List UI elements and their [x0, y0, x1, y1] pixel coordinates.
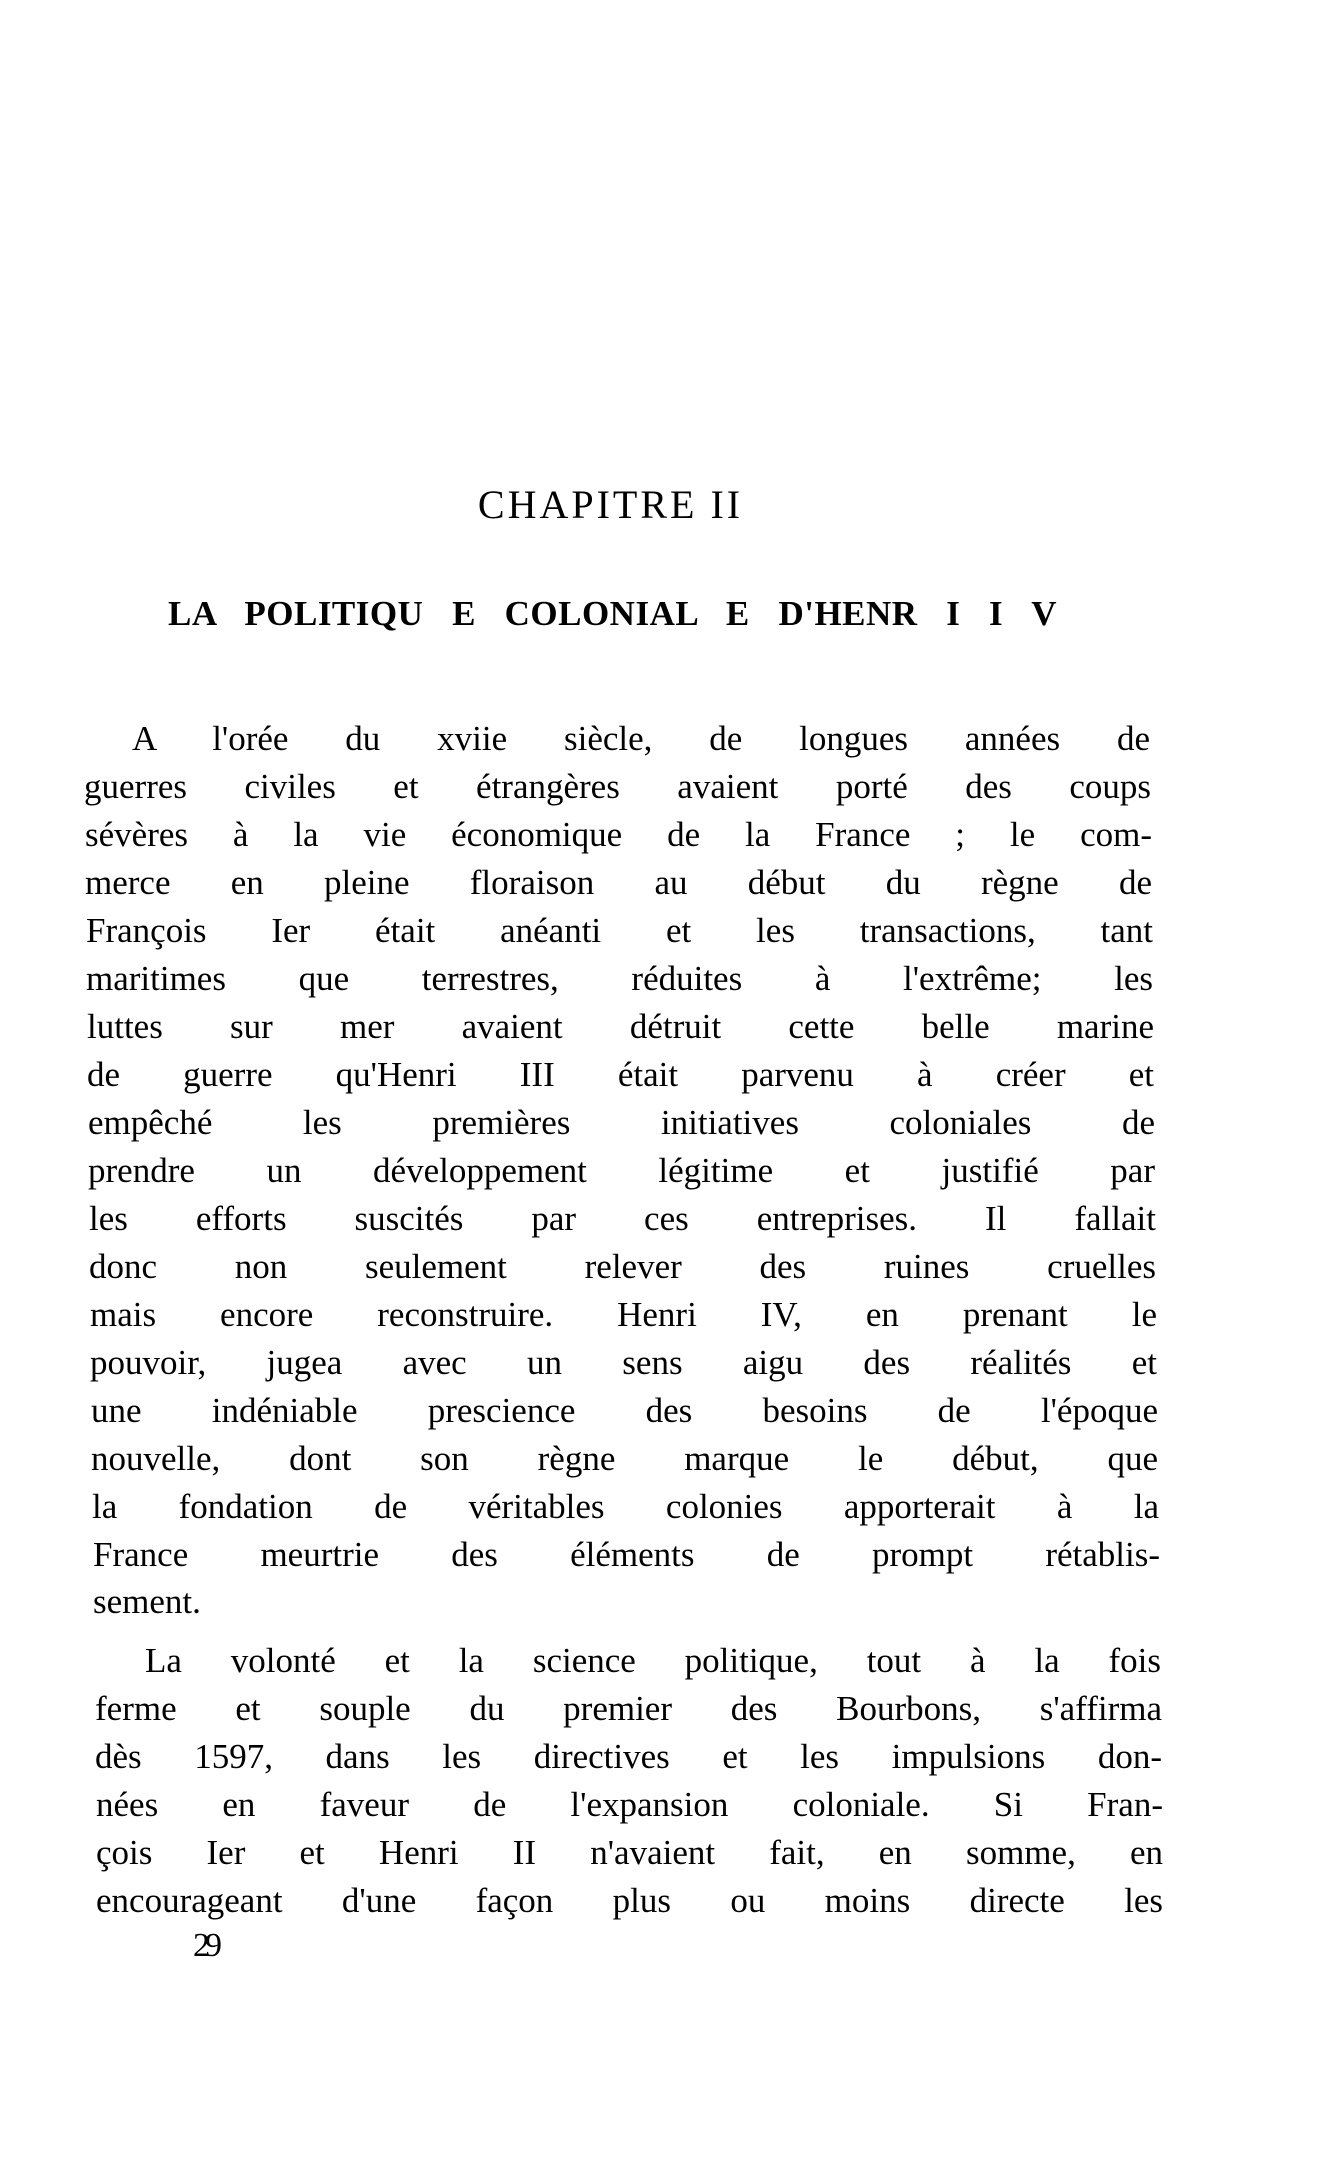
- text-line: une indéniable prescience des besoins de l'époque: [91, 1391, 1158, 1430]
- page-number: 29: [193, 1927, 217, 1964]
- text-line: prendre un développement légitime et justifié par: [88, 1151, 1155, 1190]
- text-line: ferme et souple du premier des Bourbons, s'affirma: [95, 1689, 1162, 1728]
- text-line: A l'orée du xviie siècle, de longues années de: [132, 719, 1150, 758]
- text-line: luttes sur mer avaient détruit cette belle marine: [87, 1007, 1154, 1046]
- text-line: nées en faveur de l'expansion coloniale. Si Fran-: [96, 1785, 1163, 1824]
- text-line: France meurtrie des éléments de prompt rétablis-: [93, 1535, 1160, 1574]
- text-line: La volonté et la science politique, tout à la fois: [145, 1641, 1161, 1680]
- text-line: empêché les premières initiatives coloniales de: [88, 1103, 1155, 1142]
- text-line: de guerre qu'Henri III était parvenu à créer et: [87, 1055, 1154, 1094]
- text-line: pouvoir, jugea avec un sens aigu des réalités et: [90, 1343, 1157, 1382]
- text-line: François Ier était anéanti et les transactions, tant: [86, 911, 1153, 950]
- text-line: donc non seulement relever des ruines cruelles: [89, 1247, 1156, 1286]
- chapter-title: LA POLITIQU E COLONIAL E D'HENR I I V: [168, 594, 1057, 633]
- text-line: encourageant d'une façon plus ou moins directe les: [96, 1881, 1163, 1920]
- text-line: nouvelle, dont son règne marque le début, que: [91, 1439, 1158, 1478]
- chapter-label: CHAPITRE II: [477, 482, 744, 527]
- text-line: la fondation de véritables colonies apporterait à la: [92, 1487, 1159, 1526]
- text-line: çois Ier et Henri II n'avaient fait, en somme, en: [96, 1833, 1163, 1872]
- text-line: dès 1597, dans les directives et les impulsions don-: [95, 1737, 1162, 1776]
- text-line: mais encore reconstruire. Henri IV, en prenant le: [90, 1295, 1157, 1334]
- text-line: sévères à la vie économique de la France ; le com-: [85, 815, 1152, 854]
- text-line: merce en pleine floraison au début du règne de: [85, 863, 1152, 902]
- text-line: guerres civiles et étrangères avaient porté des coups: [84, 767, 1151, 806]
- text-line: maritimes que terrestres, réduites à l'extrême; les: [86, 959, 1153, 998]
- text-line: sement.: [93, 1582, 201, 1621]
- text-line: les efforts suscités par ces entreprises. Il fallait: [89, 1199, 1156, 1238]
